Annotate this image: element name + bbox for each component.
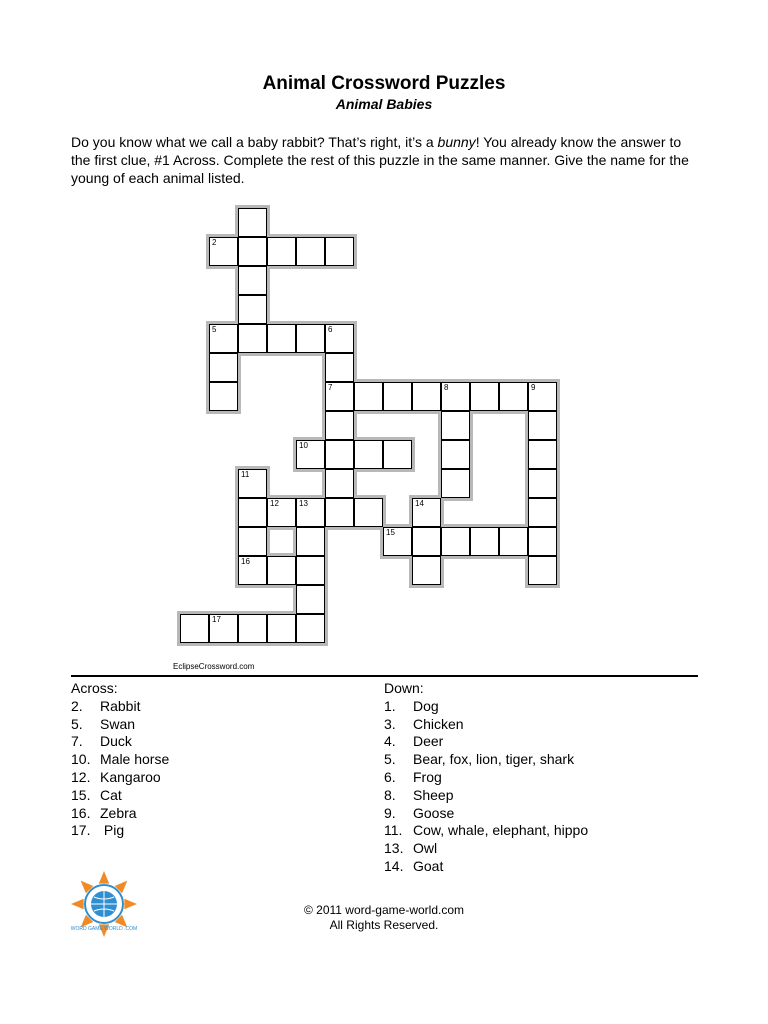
clue-number: 6 (328, 325, 333, 334)
clue-number: 10 (299, 441, 308, 450)
grid-cell[interactable] (238, 556, 267, 585)
clue-number: 2. (71, 697, 83, 714)
intro-emphasis: bunny (437, 134, 476, 150)
across-clue (71, 716, 169, 734)
rights-text: All Rights Reserved. (329, 918, 439, 932)
clue-number: 17. (71, 822, 91, 839)
across-clue (71, 698, 169, 716)
clue-text: Frog (413, 768, 442, 785)
grid-cell[interactable] (296, 556, 325, 585)
clue-text: Swan (100, 715, 136, 732)
grid-cell[interactable] (180, 614, 209, 643)
clue-number: 4. (384, 733, 396, 750)
clue-number: 14. (384, 857, 404, 874)
down-clue (384, 716, 588, 734)
grid-cell[interactable] (238, 469, 267, 498)
down-clue (384, 733, 588, 751)
copyright-text: © 2011 word-game-world.com (303, 903, 464, 917)
grid-cell[interactable] (238, 295, 267, 324)
clue-number: 7 (328, 383, 333, 392)
grid-cell[interactable] (354, 498, 383, 527)
clue-number: 16. (71, 804, 91, 821)
grid-cell[interactable] (267, 614, 296, 643)
clue-text: Owl (413, 840, 438, 857)
grid-cell[interactable] (441, 411, 470, 440)
grid-cell[interactable] (325, 498, 354, 527)
grid-credit: EclipseCrossword.com (173, 662, 255, 671)
grid-cell[interactable] (296, 498, 325, 527)
page-title: Animal Crossword Puzzles (262, 73, 506, 94)
clue-number: 16 (241, 557, 250, 566)
grid-cell[interactable] (528, 498, 557, 527)
across-clue (71, 805, 169, 823)
clue-number: 1. (384, 697, 396, 714)
clue-number: 9 (531, 383, 536, 392)
clue-number: 14 (415, 499, 424, 508)
grid-cell[interactable] (412, 498, 441, 527)
down-clue (384, 840, 588, 858)
clue-number: 15 (386, 528, 395, 537)
grid-cell[interactable] (528, 411, 557, 440)
across-clue (71, 769, 169, 787)
grid-cell[interactable] (354, 382, 383, 411)
down-clue (384, 769, 588, 787)
grid-cell[interactable] (383, 382, 412, 411)
grid-cell[interactable] (325, 382, 354, 411)
grid-cell[interactable] (267, 237, 296, 266)
clue-number: 15. (71, 786, 91, 803)
clue-text: Zebra (100, 804, 137, 821)
grid-cell[interactable] (267, 498, 296, 527)
grid-cell[interactable] (528, 440, 557, 469)
clue-text: Goose (413, 804, 455, 821)
grid-cell[interactable] (238, 266, 267, 295)
grid-cell[interactable] (325, 411, 354, 440)
clue-number: 5. (71, 715, 83, 732)
clue-number: 5 (212, 325, 217, 334)
down-clue (384, 751, 588, 769)
intro-text-end: ! You already know the answer to the first clue, #1 Across. Complete the rest of this puzzle in the same manner. Give the name for the young of each animal listed. (71, 134, 689, 186)
down-clue (384, 787, 588, 805)
grid-cell[interactable] (209, 237, 238, 266)
grid-cell[interactable] (441, 382, 470, 411)
clue-text: Sheep (413, 786, 454, 803)
grid-cell[interactable] (383, 527, 412, 556)
grid-cell[interactable] (441, 469, 470, 498)
clue-number: 7. (71, 733, 83, 750)
clue-text: Goat (413, 857, 444, 874)
clue-number: 5. (384, 751, 396, 768)
grid-cell[interactable] (528, 556, 557, 585)
across-heading: Across: (71, 680, 118, 696)
across-clue (71, 751, 169, 769)
grid-cell[interactable] (267, 324, 296, 353)
clue-text: Cow, whale, elephant, hippo (413, 822, 589, 839)
grid-cell[interactable] (238, 237, 267, 266)
clue-number: 3. (384, 715, 396, 732)
across-clue (71, 822, 169, 840)
grid-cell[interactable] (383, 440, 412, 469)
grid-cell[interactable] (412, 527, 441, 556)
clue-number: 8. (384, 786, 396, 803)
grid-cell[interactable] (528, 527, 557, 556)
divider-rule (71, 675, 698, 677)
grid-cell[interactable] (325, 353, 354, 382)
clue-number: 12. (71, 768, 91, 785)
across-clue (71, 787, 169, 805)
grid-cell[interactable] (209, 614, 238, 643)
clue-number: 11. (384, 822, 403, 839)
down-clues (384, 680, 588, 876)
clue-text: Rabbit (100, 697, 141, 714)
clue-text: Male horse (100, 751, 170, 768)
clue-number: 8 (444, 383, 449, 392)
clue-text: Duck (100, 733, 132, 750)
grid-cell[interactable] (267, 556, 296, 585)
clue-number: 13 (299, 499, 308, 508)
clue-number: 9. (384, 804, 396, 821)
page-subtitle: Animal Babies (335, 96, 433, 112)
grid-cell[interactable] (441, 440, 470, 469)
clue-number: 10. (71, 751, 91, 768)
logo-ray (99, 871, 109, 884)
grid-cell[interactable] (470, 527, 499, 556)
clue-text: Bear, fox, lion, tiger, shark (413, 751, 575, 768)
logo-text: WORD GAME WORLD .COM (70, 926, 138, 932)
grid-cell[interactable] (238, 208, 267, 237)
across-list (71, 698, 169, 840)
grid-cell[interactable] (296, 440, 325, 469)
footer (0, 903, 768, 933)
across-clues (71, 680, 169, 840)
down-clue (384, 858, 588, 876)
grid-cell[interactable] (238, 324, 267, 353)
clue-number: 11 (241, 470, 250, 479)
down-list (384, 698, 588, 876)
clue-number: 13. (384, 840, 404, 857)
clue-text: Pig (100, 822, 125, 839)
grid-cell[interactable] (296, 237, 325, 266)
clue-text: Kangaroo (100, 768, 161, 785)
intro-text-start: Do you know what we call a baby rabbit? That’s right, it’s a (71, 134, 438, 150)
grid-cell[interactable] (209, 353, 238, 382)
grid-cell[interactable] (296, 527, 325, 556)
grid-cell[interactable] (296, 585, 325, 614)
down-heading: Down: (384, 680, 424, 696)
grid-cell[interactable] (238, 527, 267, 556)
clue-text: Cat (100, 786, 122, 803)
clue-number: 2 (212, 238, 217, 247)
grid-cell[interactable] (325, 324, 354, 353)
grid-cell[interactable] (412, 556, 441, 585)
grid-cell[interactable] (354, 440, 383, 469)
grid-cell[interactable] (209, 382, 238, 411)
clue-text: Dog (413, 697, 439, 714)
grid-cell[interactable] (470, 382, 499, 411)
clue-text: Deer (413, 733, 444, 750)
grid-cell[interactable] (238, 614, 267, 643)
grid-cell[interactable] (209, 324, 238, 353)
grid-cell[interactable] (441, 527, 470, 556)
grid-cell[interactable] (325, 469, 354, 498)
down-clue (384, 698, 588, 716)
grid-cell[interactable] (296, 614, 325, 643)
grid-cell[interactable] (325, 440, 354, 469)
grid-cell[interactable] (325, 237, 354, 266)
clue-number: 6. (384, 768, 396, 785)
down-clue (384, 805, 588, 823)
grid-cell[interactable] (238, 498, 267, 527)
grid-cell[interactable] (499, 382, 528, 411)
across-clue (71, 733, 169, 751)
grid-cell[interactable] (412, 382, 441, 411)
down-clue (384, 822, 588, 840)
clue-text: Chicken (413, 715, 464, 732)
grid-cell[interactable] (296, 324, 325, 353)
grid-cell[interactable] (528, 382, 557, 411)
grid-cell[interactable] (499, 527, 528, 556)
clue-number: 17 (212, 615, 221, 624)
clue-number: 12 (270, 499, 279, 508)
grid-cell[interactable] (528, 469, 557, 498)
